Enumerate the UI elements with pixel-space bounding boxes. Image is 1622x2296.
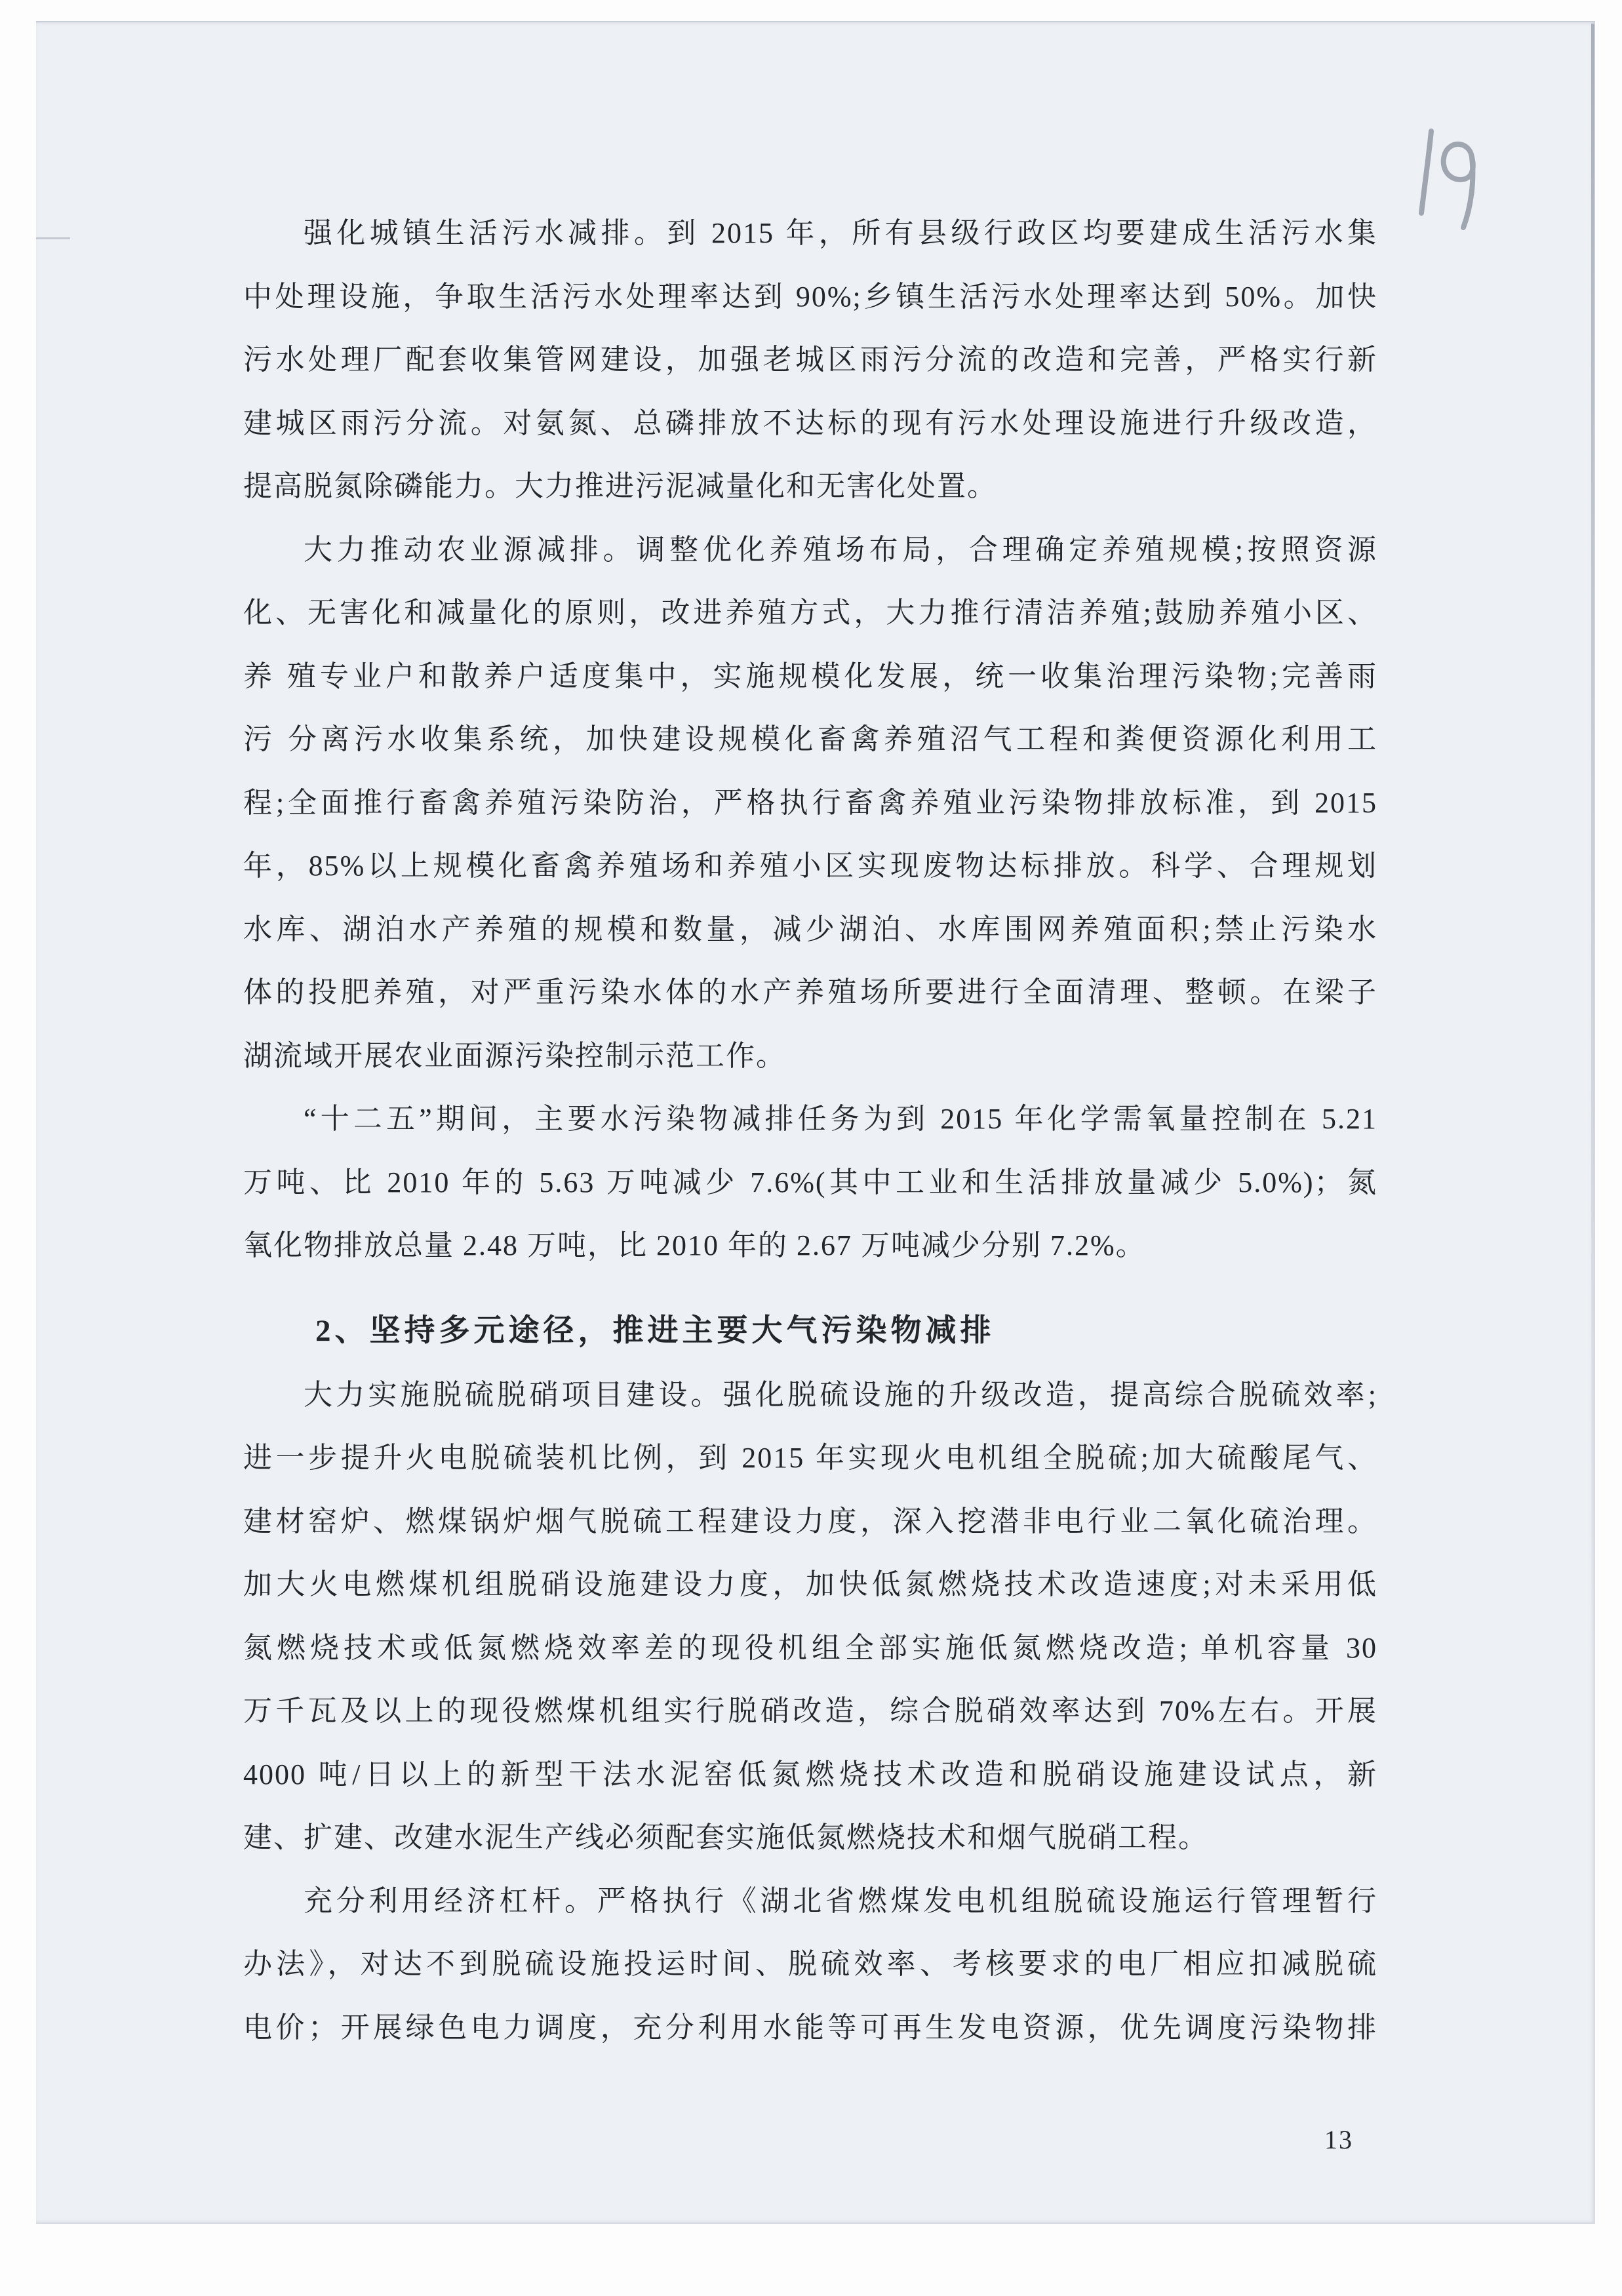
text-line: 大力推动农业源减排。调整优化养殖场布局，合理确定养殖规模;按照资源 xyxy=(304,533,1377,566)
digit-9-loop xyxy=(1444,144,1473,180)
text-line: 年，85%以上规模化畜禽养殖场和养殖小区实现废物达标排放。科学、合理规划 xyxy=(243,850,1377,882)
text-line: 中处理设施，争取生活污水处理率达到 90%;乡镇生活污水处理率达到 50%。加快 xyxy=(243,280,1377,313)
text-line: 建城区雨污分流。对氨氮、总磷排放不达标的现有污水处理设施进行升级改造， xyxy=(243,406,1377,439)
text-line: 建材窑炉、燃煤锅炉烟气脱硫工程建设力度，深入挖潜非电行业二氧化硫治理。 xyxy=(243,1505,1377,1537)
text-line: 充分利用经济杠杆。严格执行《湖北省燃煤发电机组脱硫设施运行管理暂行 xyxy=(304,1884,1377,1917)
text-line: 办法》，对达不到脱硫设施投运时间、脱硫效率、考核要求的电厂相应扣减脱硫 xyxy=(243,1948,1377,1980)
text-line: 万吨、比 2010 年的 5.63 万吨减少 7.6%(其中工业和生活排放量减少 5.0%)；氮 xyxy=(243,1166,1377,1198)
text-line: 电价；开展绿色电力调度，充分利用水能等可再生发电资源，优先调度污染物排 xyxy=(243,2011,1377,2044)
text-line: 加大火电燃煤机组脱硝设施建设力度，加快低氮燃烧技术改造速度;对未采用低 xyxy=(243,1568,1377,1600)
text-line: 万千瓦及以上的现役燃煤机组实行脱硝改造，综合脱硝效率达到 70%左右。开展 xyxy=(243,1695,1377,1727)
digit-1-stroke xyxy=(1421,131,1431,213)
section-heading: 2、坚持多元途径，推进主要大气污染物减排 xyxy=(315,1313,995,1348)
text-line: 养 殖专业户和散养户适度集中，实施规模化发展，统一收集治理污染物;完善雨 xyxy=(243,660,1377,692)
text-line: 化、无害化和减量化的原则，改进养殖方式，大力推行清洁养殖;鼓励养殖小区、 xyxy=(243,597,1377,629)
text-line: 氮燃烧技术或低氮燃烧效率差的现役机组全部实施低氮燃烧改造; 单机容量 30 xyxy=(243,1631,1377,1664)
text-line: 程;全面推行畜禽养殖污染防治，严格执行畜禽养殖业污染物排放标准，到 2015 xyxy=(243,786,1377,819)
scan-artifact-dash xyxy=(36,237,70,239)
text-line: 水库、湖泊水产养殖的规模和数量，减少湖泊、水库围网养殖面积;禁止污染水 xyxy=(243,913,1377,945)
text-line: 体的投肥养殖，对严重污染水体的水产养殖场所要进行全面清理、整顿。在梁子 xyxy=(243,976,1377,1008)
text-lines xyxy=(243,202,1377,2059)
text-line: 大力实施脱硫脱硝项目建设。强化脱硫设施的升级改造，提高综合脱硫效率; xyxy=(304,1378,1377,1411)
text-line: 4000 吨/日以上的新型干法水泥窑低氮燃烧技术改造和脱硝设施建设试点，新 xyxy=(243,1758,1377,1791)
text-line: 提高脱氮除磷能力。大力推进污泥减量化和无害化处置。 xyxy=(243,470,997,502)
handwritten-page-number xyxy=(1410,121,1488,252)
text-line: 氧化物排放总量 2.48 万吨，比 2010 年的 2.67 万吨减少分别 7.2%。 xyxy=(243,1229,1146,1261)
text-line: 进一步提升火电脱硫装机比例，到 2015 年实现火电机组全脱硫;加大硫酸尾气、 xyxy=(243,1442,1377,1474)
text-line: 污 分离污水收集系统，加快建设规模化畜禽养殖沼气工程和粪便资源化利用工 xyxy=(243,723,1377,755)
digit-9-tail xyxy=(1463,157,1473,228)
text-line: 建、扩建、改建水泥生产线必须配套实施低氮燃烧技术和烟气脱硝工程。 xyxy=(243,1821,1208,1853)
text-line: 湖流域开展农业面源污染控制示范工作。 xyxy=(243,1039,786,1072)
text-line: 强化城镇生活污水减排。到 2015 年，所有县级行政区均要建成生活污水集 xyxy=(304,217,1377,249)
printed-page-number: 13 xyxy=(1324,2125,1353,2154)
text-line: 污水处理厂配套收集管网建设，加强老城区雨污分流的改造和完善，严格实行新 xyxy=(243,344,1377,376)
text-line: “十二五”期间，主要水污染物减排任务为到 2015 年化学需氧量控制在 5.21 xyxy=(304,1103,1377,1135)
scan-edge-shadow xyxy=(1591,24,1594,1663)
